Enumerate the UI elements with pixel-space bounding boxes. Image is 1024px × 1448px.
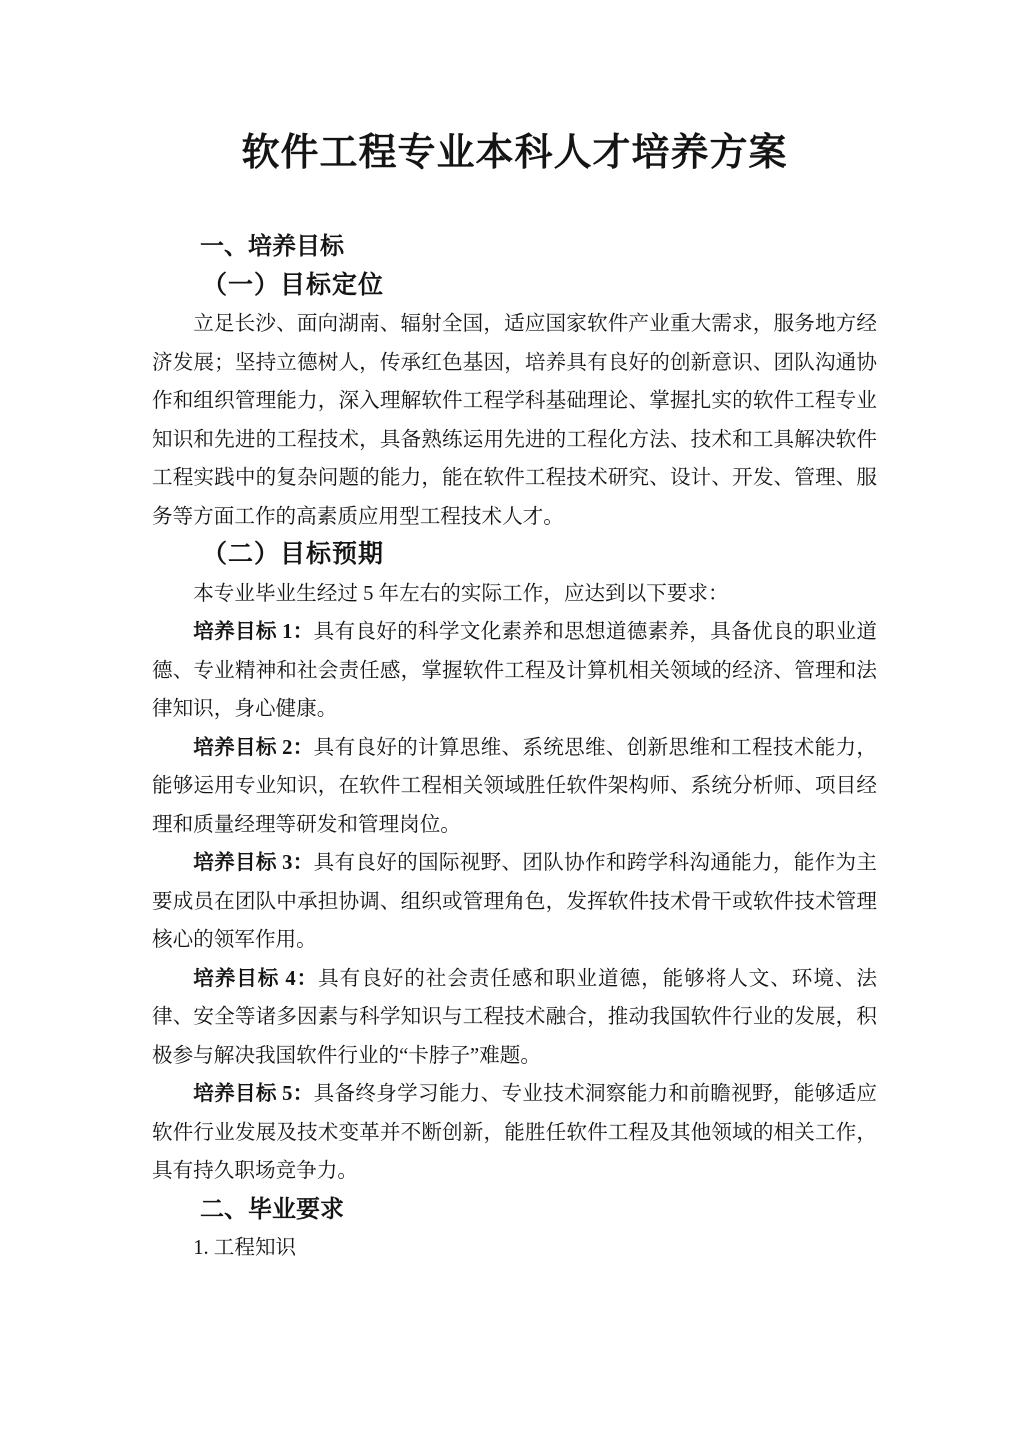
section1-sub1-heading: （一）目标定位 (202, 271, 385, 299)
training-goal-1-label: 培养目标 1： (193, 621, 314, 643)
section1-sub2-heading: （二）目标预期 (202, 541, 385, 568)
training-goal-2-text: 具有良好的计算思维、系统思维、创新思维和工程技术能力，能够运用专业知识，在软件工程相关领域胜任软件架构师、系统分析师、项目经理和质量经理等研发和管理岗位。 (152, 736, 877, 836)
training-goal-2 (152, 729, 877, 845)
training-goal-3-text: 具有良好的国际视野、团队协作和跨学科沟通能力，能作为主要成员在团队中承担协调、组织或管理角色，发挥软件技术骨干或软件技术管理核心的领军作用。 (152, 852, 877, 951)
section2-heading: 二、毕业要求 (200, 1195, 344, 1223)
training-goal-5-text: 具备终身学习能力、专业技术洞察能力和前瞻视野，能够适应软件行业发展及技术变革并不断创新，能胜任软件工程及其他领域的相关工作，具有持久职场竞争力。 (152, 1083, 877, 1182)
training-goal-4-label: 培养目标 4： (193, 967, 319, 990)
expectation-intro-paragraph: 本专业毕业生经过 5 年左右的实际工作，应达到以下要求： (193, 582, 729, 605)
training-goal-4 (152, 960, 877, 1076)
training-goal-5-label: 培养目标 5： (193, 1083, 314, 1105)
document-title: 软件工程专业本科人才培养方案 (241, 132, 788, 174)
training-goal-2-label: 培养目标 2： (193, 736, 314, 759)
training-goal-1 (152, 613, 877, 729)
target-positioning-paragraph: 立足长沙、面向湖南、辐射全国，适应国家软件产业重大需求，服务地方经济发展；坚持立德树人，传承红色基因，培养具有良好的创新意识、团队沟通协作和组织管理能力，深入理解软件工程学科基础理论、掌握扎实的软件工程专业知识和先进的工程技术，具备熟练运用先进的工程化方法、技术和工具解决软件工程实践中的复杂问题的能力，能在软件工程技术研究、设计、开发、管理、服务等方面工作的高素质应用型工程技术人才。 (152, 313, 877, 528)
section1-heading: 一、培养目标 (200, 233, 344, 260)
training-goal-3-label: 培养目标 3： (193, 852, 314, 874)
training-goal-3 (152, 844, 877, 960)
graduation-requirement-item-1: 1. 工程知识 (193, 1237, 297, 1259)
training-goal-1-text: 具有良好的科学文化素养和思想道德素养，具备优良的职业道德、专业精神和社会责任感，掌握软件工程及计算机相关领域的经济、管理和法律知识，身心健康。 (152, 621, 877, 720)
training-goal-4-text: 具有良好的社会责任感和职业道德，能够将人文、环境、法律、安全等诸多因素与科学知识与工程技术融合，推动我国软件行业的发展，积极参与解决我国软件行业的“卡脖子”难题。 (152, 967, 877, 1067)
training-goal-5 (152, 1075, 877, 1191)
